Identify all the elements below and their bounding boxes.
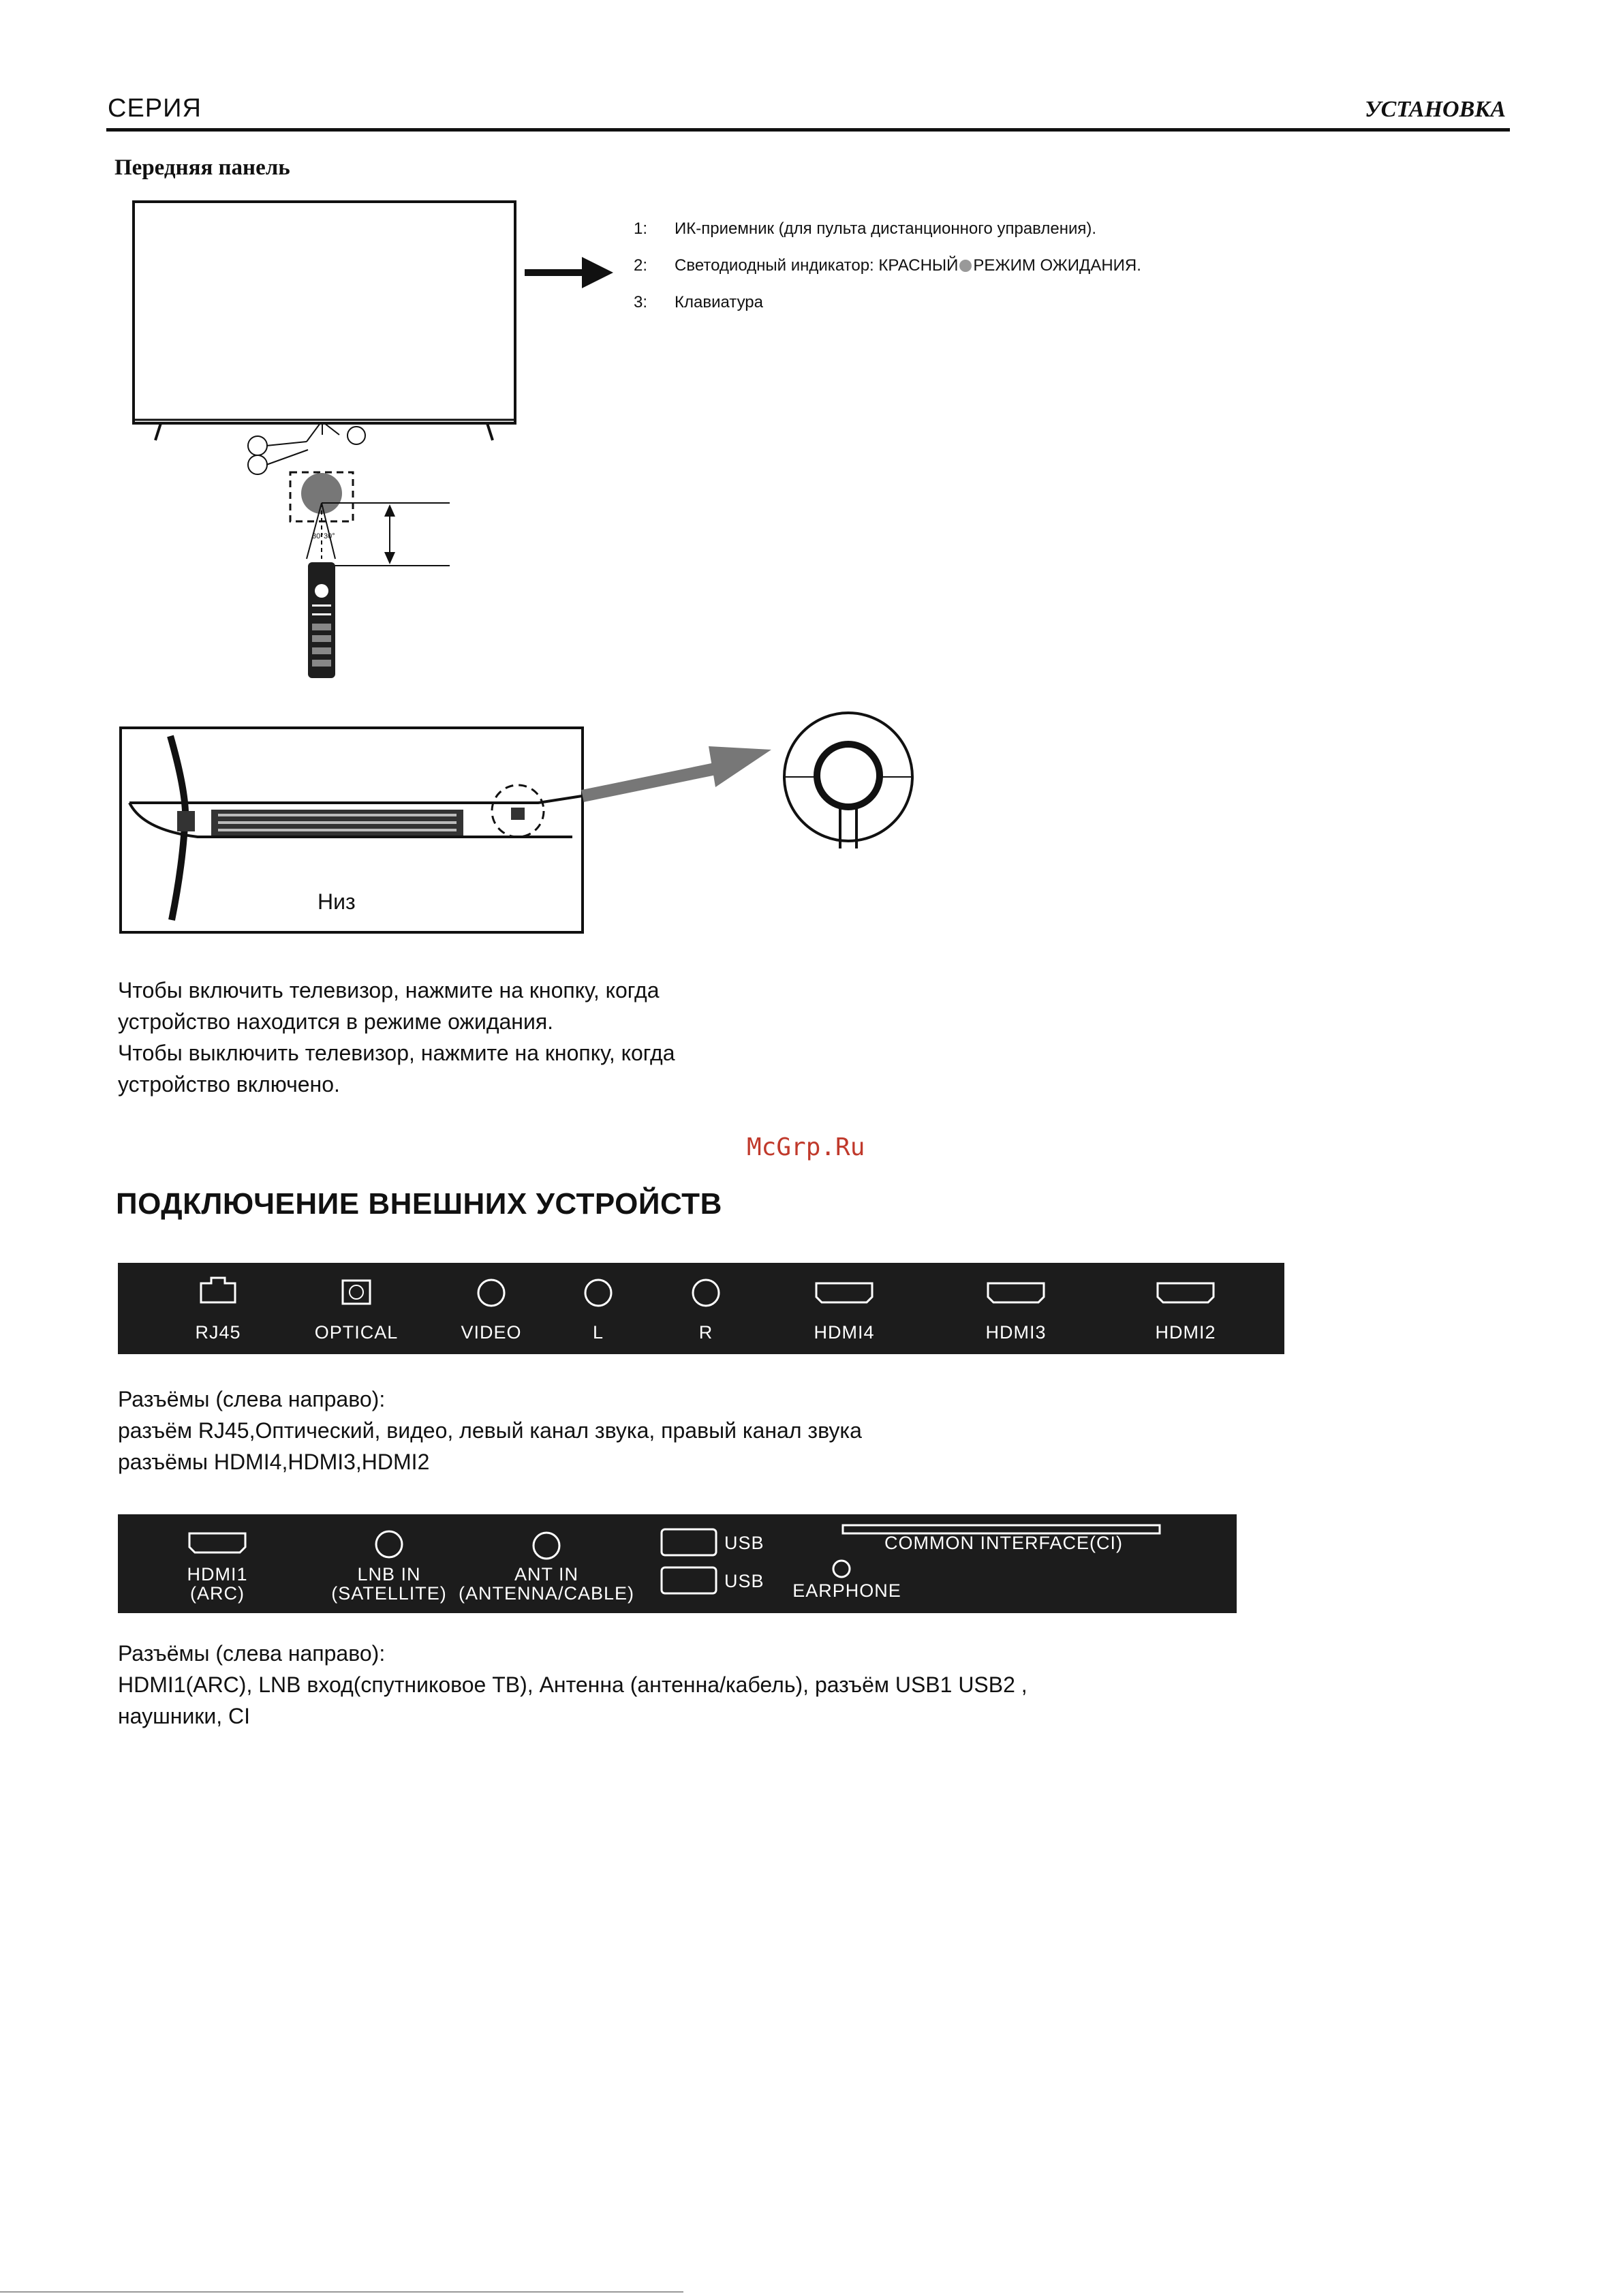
- audio-l-port-icon: [585, 1280, 611, 1306]
- description-line: наушники, CI: [118, 1704, 250, 1728]
- power-instructions: [118, 975, 675, 1100]
- description-line: HDMI1(ARC), LNB вход(спутниковое ТВ), Антенна (антенна/кабель), разъём USB1 USB2 ,: [118, 1672, 1027, 1697]
- label-usb2: USB: [724, 1571, 764, 1591]
- bottom-rule: [0, 2291, 683, 2293]
- header-rule: [106, 128, 1510, 132]
- ir-angle-right: 30°: [324, 532, 335, 540]
- description-line: Разъёмы (слева направо):: [118, 1641, 386, 1666]
- video-port-icon: [478, 1280, 504, 1306]
- legend-num: 3:: [634, 293, 648, 311]
- lnb-port-icon: [376, 1531, 402, 1557]
- label-hdmi3: HDMI3: [985, 1322, 1047, 1343]
- front-panel-title: Передняя панель: [114, 155, 290, 180]
- label-hdmi1: [163, 1565, 272, 1603]
- legend-item: [634, 219, 1141, 256]
- label-hdmi2: HDMI2: [1155, 1322, 1216, 1343]
- connections-title: ПОДКЛЮЧЕНИЕ ВНЕШНИХ УСТРОЙСТВ: [116, 1187, 722, 1221]
- watermark: McGrp.Ru: [747, 1133, 865, 1161]
- panel2-description: [118, 1638, 1027, 1732]
- label-ant: [451, 1565, 642, 1603]
- usb1-port-icon: [662, 1529, 716, 1555]
- legend-text: ИК-приемник (для пульта дистанционного управления).: [675, 219, 1097, 238]
- power-line: Чтобы включить телевизор, нажмите на кнопку, когда: [118, 978, 660, 1002]
- optical-port-icon: [343, 1281, 370, 1304]
- earphone-port-icon: [833, 1561, 850, 1577]
- arrow-right-icon: [525, 256, 617, 290]
- legend-text-before: Светодиодный индикатор: КРАСНЫЙ: [675, 256, 959, 275]
- legend-num: 1:: [634, 219, 648, 238]
- label-earphone: EARPHONE: [792, 1580, 901, 1601]
- tv-bottom-diagram: [116, 709, 933, 940]
- power-line: устройство включено.: [118, 1072, 340, 1097]
- panel1-description: [118, 1383, 862, 1478]
- power-line: Чтобы выключить телевизор, нажмите на кнопку, когда: [118, 1041, 675, 1065]
- label-hdmi4: HDMI4: [814, 1322, 875, 1343]
- label-ant-line2: (ANTENNA/CABLE): [458, 1583, 635, 1604]
- audio-r-port-icon: [693, 1280, 719, 1306]
- usb2-port-icon: [662, 1567, 716, 1593]
- description-line: разъёмы HDMI4,HDMI3,HDMI2: [118, 1450, 430, 1474]
- header-series: СЕРИЯ: [108, 94, 202, 123]
- legend-text-after: РЕЖИМ ОЖИДАНИЯ.: [973, 256, 1141, 275]
- label-ci: COMMON INTERFACE(CI): [884, 1533, 1123, 1553]
- legend-text: Клавиатура: [675, 293, 763, 311]
- legend-item: [634, 256, 1141, 293]
- description-line: разъём RJ45,Оптический, видео, левый канал звука, правый канал звука: [118, 1418, 862, 1443]
- label-lnb-line1: LNB IN: [357, 1564, 421, 1585]
- label-lnb: [321, 1565, 457, 1603]
- hdmi1-port-icon: [189, 1533, 245, 1552]
- bottom-view-label: Низ: [318, 889, 356, 914]
- rj45-port-icon: [201, 1278, 235, 1302]
- label-hdmi1-line2: (ARC): [190, 1583, 245, 1604]
- hdmi2-port-icon: [1158, 1283, 1214, 1302]
- label-usb1: USB: [724, 1533, 764, 1553]
- label-rj45: RJ45: [195, 1322, 241, 1343]
- ir-angle-left: 30°: [312, 532, 324, 540]
- power-line: устройство находится в режиме ожидания.: [118, 1009, 554, 1034]
- ant-port-icon: [534, 1533, 559, 1559]
- label-hdmi1-line1: HDMI1: [187, 1564, 248, 1585]
- legend-text: [675, 256, 1141, 293]
- legend-item: [634, 293, 1141, 330]
- led-dot-icon: [959, 260, 972, 272]
- label-l: L: [592, 1322, 604, 1343]
- label-optical: OPTICAL: [314, 1322, 399, 1343]
- hdmi3-port-icon: [988, 1283, 1044, 1302]
- label-ant-line1: ANT IN: [514, 1564, 578, 1585]
- front-panel-legend: [634, 219, 1141, 330]
- label-video: VIDEO: [461, 1322, 522, 1343]
- label-r: R: [698, 1322, 713, 1343]
- connector-panel-2: [118, 1514, 1237, 1613]
- hdmi4-port-icon: [816, 1283, 872, 1302]
- header-section: УСТАНОВКА: [1364, 97, 1506, 122]
- legend-num: 2:: [634, 256, 648, 275]
- description-line: Разъёмы (слева направо):: [118, 1387, 386, 1411]
- connector-panel-1: [118, 1263, 1284, 1354]
- label-lnb-line2: (SATELLITE): [331, 1583, 447, 1604]
